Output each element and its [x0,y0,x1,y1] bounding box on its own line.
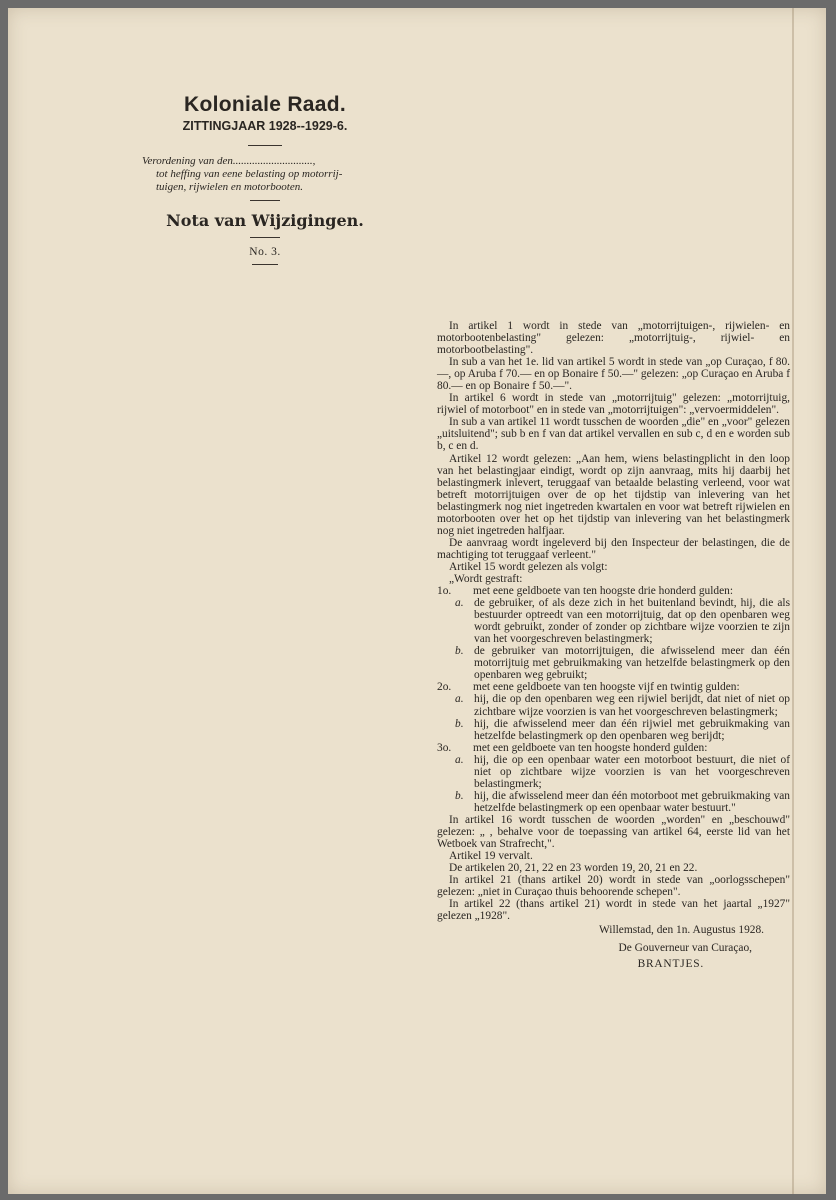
paragraph: In artikel 1 wordt in stede van „motorrijtuigen-, rijwielen- en motorbootenbelasting" gelezen: „motorrijtuig-, rijwiel- en motorbootbelasting". [437,320,790,357]
subject-line: tot heffing van eene belasting op motorrij- [156,168,343,180]
sub-item [437,597,790,645]
item-text: hij, die op een openbaar water een motorboot bestuurt, die niet of niet op zichtbare wijze voorzien is van het voorgeschreven belastingmerk; [474,753,790,790]
paragraph: Artikel 12 wordt gelezen: „Aan hem, wiens belastingplicht in den loop van het belastingjaar eindigt, wordt op zijn aanvraag, mits hij daarbij het belastingmerk inlevert, teruggaaf van betaalde belasting verleend, voor wat betreft motorrijtuigen over de op het tijdstip van inlevering van het belastingmerk nog niet ingetreden kwartalen en voor wat betreft rijwielen en motorbooten over het op het tijdstip van inlevering van het belastingmerk nog niet ingetreden halfjaar. [437,452,790,537]
document-number: No. 3. [249,246,281,258]
item-label: 1o. [437,585,452,598]
item-text: met een geldboete van ten hoogste honderd gulden: [473,741,708,754]
paragraph: In artikel 21 (thans artikel 20) wordt in stede van „oorlogsschepen" gelezen: „niet in Curaçao thuis behoorende schepen". [437,874,790,899]
paragraph: In artikel 16 wordt tusschen de woorden „worden" en „beschouwd" gelezen: „ , behalve voor de toepassing van artikel 64, eerste lid van het Wetboek van Strafrecht,". [437,813,790,851]
divider [252,264,278,265]
item-label: a. [455,753,464,766]
signatory-name: BRANTJES. [637,958,704,971]
ordinance-subject [142,155,390,194]
item-label: a. [455,597,464,610]
document-header [140,92,390,265]
item-text: met eene geldboete van ten hoogste drie honderd gulden: [473,585,733,598]
sub-item [437,693,790,717]
subject-line: tuigen, rijwielen en motorbooten. [156,181,303,193]
sub-item [437,645,790,681]
page-fold [792,8,794,1194]
item-label: b. [455,717,464,730]
divider [250,200,280,201]
item-text: hij, die op den openbaren weg een rijwiel berijdt, dat niet of niet op zichtbare wijze voorzien is van het voorgeschreven belastingmerk; [474,693,790,718]
signatory-title: De Gouverneur van Curaçao, [618,942,752,955]
paragraph: De aanvraag wordt ingeleverd bij den Inspecteur der belastingen, die de machtiging tot teruggaaf verleent." [437,536,790,561]
sub-item [437,790,790,814]
paragraph: In artikel 22 (thans artikel 21) wordt in stede van het jaartal „1927" gelezen „1928". [437,898,790,923]
item-text: de gebruiker van motorrijtuigen, die afwisselend meer dan één motorrijtuig met gebruikmaking van hetzelfde belastingmerk op den openbaren weg gebruikt; [474,645,790,682]
item-text: hij, die afwisselend meer dan één motorboot met gebruikmaking van hetzelfde belastingmerk op een openbaar water bestuurt." [474,789,790,814]
item-label: b. [455,645,464,658]
amendments-text [437,320,790,970]
sub-item [437,718,790,742]
list-item [437,681,790,693]
place-date: Willemstad, den 1n. Augustus 1928. [598,924,764,937]
item-label: 3o. [437,741,452,754]
paragraph: Artikel 19 vervalt. [449,850,533,863]
divider [248,145,282,146]
paragraph: In sub a van het 1e. lid van artikel 5 wordt in stede van „op Curaçao, f 80.—, op Aruba f 70.— en op Bonaire f 50.—" gelezen: „op Curaçao en Aruba f 80.— en op Bonaire f 50.—". [437,356,790,393]
session-year: ZITTINGJAAR 1928--1929-6. [182,119,348,133]
list-item [437,585,790,597]
item-text: hij, die afwisselend meer dan één rijwiel met gebruikmaking van hetzelfde belastingmerk op den openbaren weg berijdt; [474,717,790,742]
item-text: de gebruiker, of als deze zich in het buitenland bevindt, hij, die als bestuurder optreedt van een motorrijtuig, dat op den openbaren weg wordt gebruikt, zonder of zonder op zichtbare wijze voorzien te zijn van het voorgeschreven belastingmerk; [474,597,790,646]
sub-item [437,754,790,790]
item-label: b. [455,789,464,802]
council-title: Koloniale Raad. [183,93,347,116]
paragraph: In artikel 6 wordt in stede van „motorrijtuig" gelezen: „motorrijtuig, rijwiel of motorboot" en in stede van „motorrijtuigen": „vervoermiddelen". [437,392,790,417]
paragraph: Artikel 15 wordt gelezen als volgt: [449,560,608,573]
list-item [437,742,790,754]
subject-line: Verordening van den............................., [142,155,316,167]
paragraph: De artikelen 20, 21, 22 en 23 worden 19, 20, 21 en 22. [449,862,698,875]
paragraph: „Wordt gestraft: [449,572,523,585]
item-label: a. [455,693,464,706]
paragraph: In sub a van artikel 11 wordt tusschen de woorden „die" en „voor" gelezen „uitsluitend"; sub b en f van dat artikel vervallen en sub c, d en e worden sub b, c en d. [437,416,790,453]
item-label: 2o. [437,681,452,694]
nota-title: Nota van Wijzigingen. [166,211,364,230]
divider [250,237,280,238]
item-text: met eene geldboete van ten hoogste vijf en twintig gulden: [473,681,740,694]
